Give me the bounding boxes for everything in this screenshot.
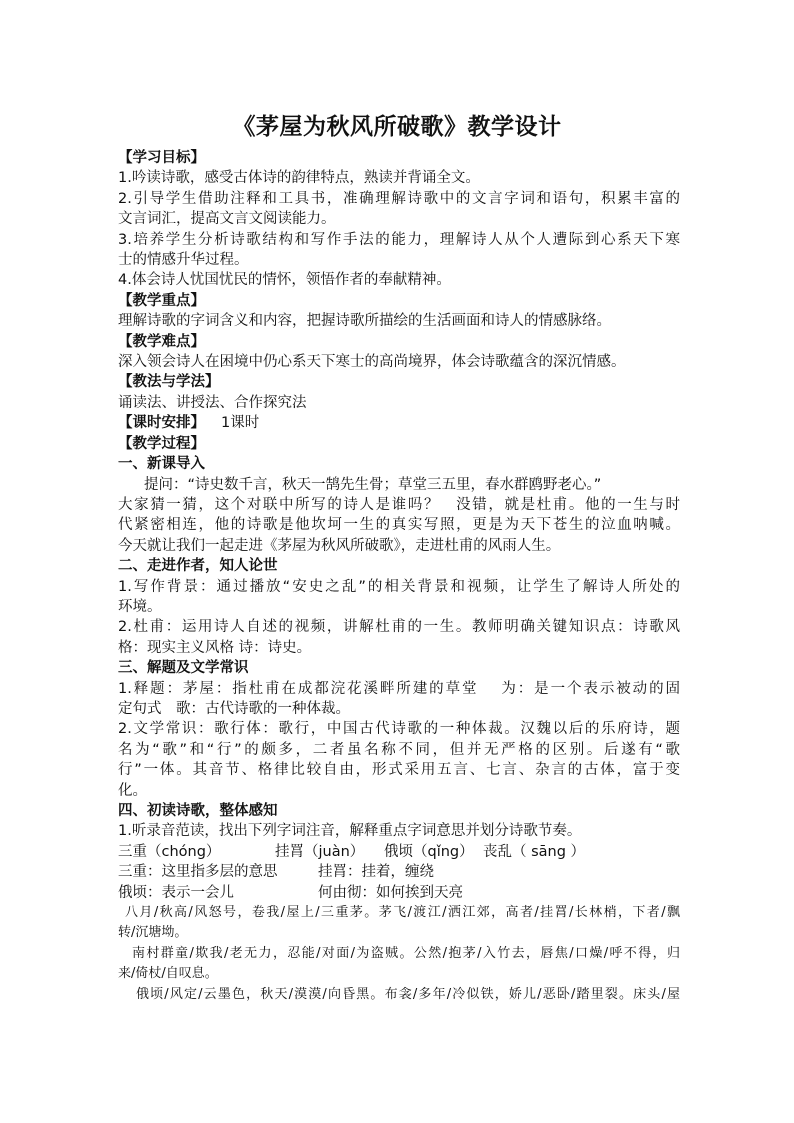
part-3-line-2: 定句式 歌：古代诗歌的一种体裁。 — [118, 700, 350, 717]
part-1-line-4: 今天就让我们一起走进《茅屋为秋风所破歌》，走进杜甫的风雨人生。 — [118, 537, 561, 554]
difficulty-point: 深入领会诗人在困境中仍心系天下寒士的高尚境界，体会诗歌蕴含的深沉情感。 — [118, 354, 626, 371]
section-heading-process: 【教学过程】 — [118, 435, 205, 452]
time-row — [118, 413, 680, 433]
part-3-line-1: 1.释题：茅屋：指杜甫在成都浣花溪畔所建的草堂 为：是一个表示被动的固 — [118, 680, 680, 697]
part-3-line-3: 2.文学常识：歌行体：歌行，中国古代诗歌的一种体裁。汉魏以后的乐府诗，题 — [118, 721, 680, 738]
explanation-3: 俄顷：表示一会儿 — [118, 884, 234, 901]
time-value: 1课时 — [221, 415, 260, 432]
stanza-2-line-2: 来/倚杖/自叹息。 — [118, 966, 218, 982]
part-3-line-4: 名为“歌”和“行”的颇多，二者虽名称不同，但并无严格的区别。后遂有“歌 — [118, 741, 680, 758]
method-text: 诵读法、讲授法、合作探究法 — [118, 394, 307, 411]
part-3-line-6: 化。 — [118, 782, 147, 799]
part-1-heading: 一、新课导入 — [118, 456, 205, 473]
goal-3-line-1: 3.培养学生分析诗歌结构和写作手法的能力，理解诗人从个人遭际到心系天下寒 — [118, 231, 680, 248]
part-1-line-3: 代紧密相连，他的诗歌是他坎坷一生的真实写照，更是为天下苍生的泣血呐喊。 — [118, 517, 680, 534]
stanza-2-line-1: 南村群童/欺我/老无力，忍能/对面/为盗贼。公然/抱茅/入竹去，唇焦/口燥/呼不得，归 — [132, 945, 680, 961]
part-1-line-2: 大家猜一猜，这个对联中所写的诗人是谁吗？ 没错，就是杜甫。他的一生与时 — [118, 496, 680, 513]
section-heading-method: 【教法与学法】 — [118, 374, 220, 391]
goal-3-line-2: 士的情感升华过程。 — [118, 252, 249, 269]
goal-1: 1.吟读诗歌，感受古体诗的韵律特点，熟读并背诵全文。 — [118, 170, 480, 187]
document-page — [118, 112, 680, 1005]
pronunciation-row — [118, 842, 680, 862]
part-2-heading: 二、走进作者，知人论世 — [118, 558, 278, 575]
stanza-1-line-1: 八月/秋高/风怒号，卷我/屋上/三重茅。茅飞/渡江/洒江郊，高者/挂罥/长林梢，下者/飘 — [125, 905, 680, 921]
section-heading-goals: 【学习目标】 — [118, 150, 205, 166]
goal-2-line-1: 2.引导学生借助注释和工具书，准确理解诗歌中的文言字词和语句，积累丰富的 — [118, 190, 680, 207]
section-heading-difficulty: 【教学难点】 — [118, 333, 205, 350]
section-heading-time: 【课时安排】 — [118, 415, 205, 432]
stanza-3-line-1: 俄顷/风定/云墨色，秋天/漠漠/向昏黑。布衾/多年/冷似铁，娇儿/恶卧/踏里裂。床头/屋 — [136, 986, 680, 1002]
part-2-line-3: 2.杜甫：运用诗人自述的视频，讲解杜甫的一生。教师明确关键知识点：诗歌风 — [118, 619, 680, 636]
explanation-2: 挂罥：挂着，缠绕 — [318, 864, 434, 881]
explanation-row-1 — [118, 862, 680, 882]
goal-4: 4.体会诗人忧国忧民的情怀，领悟作者的奉献精神。 — [118, 272, 451, 289]
explanation-row-2 — [118, 883, 680, 903]
part-4-heading: 四、初读诗歌，整体感知 — [118, 803, 278, 819]
part-3-line-5: 行”一体。其音节、格律比较自由，形式采用五言、七言、杂言的古体，富于变 — [118, 762, 680, 779]
pronunciation-1: 三重（chóng） — [118, 843, 221, 860]
stanza-1-line-2: 转/沉塘坳。 — [118, 925, 188, 941]
key-point: 理解诗歌的字词含义和内容，把握诗歌所描绘的生活画面和诗人的情感脉络。 — [118, 313, 611, 330]
pronunciation-4: 丧乱（ sāng ） — [483, 843, 586, 860]
part-2-line-1: 1.写作背景：通过播放“安史之乱”的相关背景和视频，让学生了解诗人所处的 — [118, 578, 680, 595]
section-heading-key: 【教学重点】 — [118, 292, 205, 309]
part-3-heading: 三、解题及文学常识 — [118, 660, 249, 677]
pronunciation-2: 挂罥（juàn） — [275, 843, 365, 860]
part-1-line-1: 提问：“诗史数千言，秋天一鹄先生骨；草堂三五里，春水群鸥野老心。” — [144, 476, 602, 493]
goal-2-line-2: 文言词汇，提高文言文阅读能力。 — [118, 211, 336, 228]
explanation-1: 三重：这里指多层的意思 — [118, 864, 278, 881]
part-2-line-4: 格：现实主义风格 诗：诗史。 — [118, 639, 312, 656]
document-title: 《茅屋为秋风所破歌》教学设计 — [232, 113, 562, 140]
part-4-line-1: 1.听录音范读，找出下列字词注音，解释重点字词意思并划分诗歌节奏。 — [118, 823, 582, 840]
explanation-4: 何由彻：如何挨到天亮 — [318, 884, 463, 901]
pronunciation-3: 俄顷（qǐng） — [384, 843, 474, 860]
part-2-line-2: 环境。 — [118, 598, 162, 615]
